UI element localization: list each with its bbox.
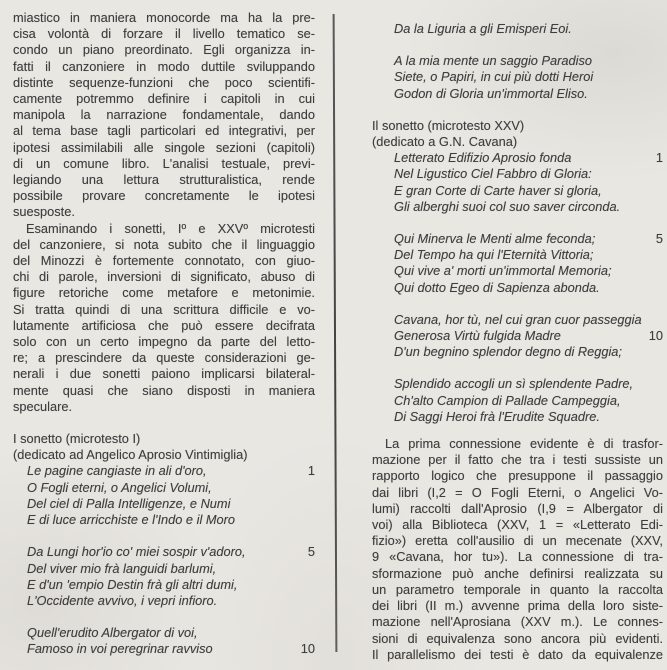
verse-text: Famoso in voi peregrinar ravviso <box>27 641 213 657</box>
verse-line <box>27 544 315 560</box>
verse-line <box>394 312 663 328</box>
paragraph-line: fatti il canzoniere in modo duttile sviluppando <box>13 58 315 74</box>
verse-line-number: 5 <box>655 231 663 247</box>
verse-text: Cavana, hor tù, nel cui gran cuor passeggia <box>394 311 642 327</box>
verse-line <box>394 263 663 279</box>
verse-line <box>27 463 315 479</box>
paragraph-line: mazione per il fatto che tra i testi sussiste un <box>372 452 663 468</box>
verse-text: L'Occidente avvivo, i vepri infioro. <box>27 592 218 608</box>
paragraph-line: La prima connessione evidente è di trasfor- <box>385 436 663 452</box>
verse-text: Ch'alto Campion di Pallade Campeggia, <box>394 392 621 408</box>
paragraph-line: sioni di equivalenza sono ancora più evidenti. <box>372 630 663 646</box>
paragraph-line: ipotesi assimilabili alle singole sezioni (capitoli) <box>13 139 315 155</box>
verse-text: E di luce arricchiste e l'Indo e il Moro <box>27 512 235 528</box>
verse-text: D'un begnino splendor degno di Reggia; <box>394 344 622 360</box>
verse-line <box>394 280 663 296</box>
paragraph-line: figure retoriche come metafore e metonimie. <box>13 285 315 301</box>
paragraph-line: solo con un certo impegno da parte del letto- <box>13 334 315 350</box>
paragraph-line: 9 «Cavana, hor tu»). La connessione di tra- <box>372 549 663 565</box>
sonnet-heading-line: (dedicato ad Angelico Aprosio Vintimiglia) <box>13 447 248 463</box>
paragraph-line: sformazione può anche definirsi realizzata su <box>372 565 663 581</box>
verse-line <box>394 247 663 263</box>
paragraph-line: legiando una lettura strutturalistica, rende <box>13 172 315 188</box>
verse-text: Da Lungi hor'io co' miei sospir v'adoro, <box>27 544 246 560</box>
verse-text: Godon di Gloria un'immortal Eliso. <box>394 85 588 101</box>
paragraph-line: voi) alla Biblioteca (XXV, 1 = «Letterato Edi- <box>372 517 663 533</box>
verse-line <box>394 393 663 409</box>
verse-text: Del Tempo ha qui l'Eternità Vittoria; <box>394 247 594 263</box>
verse-text: O Fogli eterni, o Angelici Volumi, <box>27 479 212 495</box>
verse-line <box>27 577 315 593</box>
paragraph-line: distinte sequenze-funzioni che poco scientifi- <box>13 74 315 90</box>
verse-text: Qui vive a' morti un'immortal Memoria; <box>394 263 612 279</box>
poem-stanza <box>13 544 315 609</box>
paragraph-line: lutamente artificiosa che può essere decifrata <box>13 317 315 333</box>
verse-text: Da la Liguria a gli Emisperi Eoi. <box>394 21 572 36</box>
verse-text: Quell'erudito Albergator di voi, <box>27 625 198 641</box>
verse-line <box>27 561 315 577</box>
verse-line <box>394 21 663 37</box>
poem-stanza <box>372 376 663 425</box>
paragraph-line: possibile provare concretamente le ipotesi <box>13 188 315 204</box>
verse-line <box>27 593 315 609</box>
poem-stanza <box>13 625 315 657</box>
verse-text: Del viver mio frà languidi barlumi, <box>27 560 217 576</box>
paragraph-line: mente quasi che siano disposti in maniera <box>13 382 315 398</box>
verse-text: Splendido accogli un sì splendente Padre, <box>394 376 634 392</box>
verse-line <box>27 641 315 657</box>
paragraph-line: di un comune libro. L'analisi testuale, previ- <box>13 155 315 171</box>
verse-text: Le pagine cangiaste in ali d'oro, <box>27 463 207 479</box>
verse-text: Generosa Virtù fulgida Madre <box>394 328 561 344</box>
paragraph-line: Il parallelismo dei testi è dato da equivalenze <box>372 646 663 662</box>
left-column <box>13 10 315 658</box>
paragraph-line: al tema base tagli particolari ed integrativi, per <box>13 123 315 139</box>
verse-text: Nel Ligustico Ciel Fabbro di Gloria: <box>394 166 592 182</box>
sonnet-heading-line: (dedicato a G.N. Cavana) <box>372 134 518 150</box>
paragraph-line: un parametro temporale in quanto la raccolta <box>372 581 663 597</box>
verse-line <box>394 183 663 199</box>
sonnet-heading <box>372 118 663 150</box>
paragraph-line: miastico in maniera monocorde ma ha la pre- <box>13 10 315 25</box>
verse-text: Del ciel di Palla Intelligenze, e Numi <box>27 495 231 511</box>
paragraph-line: cisa volontà di forzare il livello tematico se- <box>13 26 315 42</box>
verse-line <box>394 166 663 182</box>
sonnet-heading <box>13 431 315 463</box>
paragraph <box>372 436 663 663</box>
verse-line-number: 5 <box>307 544 315 560</box>
verse-line <box>27 512 315 528</box>
poem-stanza <box>372 312 663 361</box>
paragraph-line: camente potremmo definire i capitoli in cui <box>13 91 315 107</box>
paragraph-line: re; a prescindere da queste considerazioni ge- <box>13 350 315 366</box>
verse-line <box>394 376 663 392</box>
poem-stanza <box>372 53 663 102</box>
paragraph-line: speculare. <box>13 398 73 414</box>
verse-line <box>27 625 315 641</box>
sonnet-heading-line: Il sonetto (microtesto XXV) <box>372 117 525 133</box>
paragraph-line: dei libri (II m.) avvenne prima della loro siste- <box>372 598 663 614</box>
poem-stanza <box>372 150 663 215</box>
verse-text: Qui dotto Egeo di Sapienza abonda. <box>394 279 600 295</box>
verse-text: E d'un 'empio Destin frà gli altri dumi, <box>27 576 238 592</box>
paragraph-line: nerali i due sonetti paiono implicarsi bilateral- <box>13 366 315 382</box>
poem-stanza <box>372 21 663 37</box>
verse-text: E gran Corte di Carte haver si gloria, <box>394 182 602 198</box>
verse-line <box>394 344 663 360</box>
verse-line <box>394 328 663 344</box>
paragraph <box>13 10 315 221</box>
column-divider <box>333 14 337 652</box>
paragraph-line: fizio») eretta coll'ausilio di un mecenate (XXV, <box>372 533 663 549</box>
verse-text: Gli alberghi suoi col suo saver circonda. <box>394 198 621 214</box>
verse-line-number: 1 <box>655 150 663 166</box>
paragraph <box>13 221 315 415</box>
verse-text: Qui Minerva le Menti alme feconda; <box>394 231 596 247</box>
verse-text: Letterato Edifizio Aprosio fonda <box>394 150 572 166</box>
verse-text: Di Saggi Heroi frà l'Erudite Squadre. <box>394 408 600 424</box>
verse-text: A la mia mente un saggio Paradiso <box>394 53 592 69</box>
paragraph-line: del canzoniere, si nota subito che il linguaggio <box>13 236 315 252</box>
verse-line <box>394 150 663 166</box>
paragraph-line: suesposte. <box>13 204 75 220</box>
verse-line <box>394 86 663 102</box>
paragraph-line: Si tratta quindi di una scrittura difficile e vo- <box>13 301 315 317</box>
paragraph-line: rapporto logico che presuppone il passaggio <box>372 468 663 484</box>
paragraph-line: manipola la narrazione fondamentale, dando <box>13 107 315 123</box>
verse-line <box>394 199 663 215</box>
sonnet-heading-line: I sonetto (microtesto I) <box>13 431 141 447</box>
verse-line-number: 1 <box>307 463 315 479</box>
paragraph-line: dai libri (I,2 = O Fogli Eterni, o Angelici Vo- <box>372 484 663 500</box>
paragraph-line: Esaminando i sonetti, Iº e XXVº microtesti <box>26 220 315 236</box>
verse-line-number: 10 <box>300 641 315 657</box>
poem-stanza <box>13 463 315 528</box>
verse-line <box>394 53 663 69</box>
verse-line <box>394 409 663 425</box>
poem-stanza <box>372 231 663 296</box>
verse-line <box>394 231 663 247</box>
verse-line <box>27 496 315 512</box>
verse-line-number: 10 <box>648 328 663 344</box>
paragraph-line: lumi) raccolti dall'Aprosio (I,9 = Albergator di <box>372 500 663 516</box>
paragraph-line: mazione nell'Aprosiana (XXV m.). Le connes- <box>372 614 663 630</box>
verse-line <box>394 69 663 85</box>
paragraph-line: condo un piano preordinato. Egli organizza in- <box>13 42 315 58</box>
verse-text: Siete, o Papiri, in cui più dotti Heroi <box>394 69 594 85</box>
paragraph-line: chi di parole, inversioni di significato, abuso di <box>13 269 315 285</box>
right-column <box>372 21 663 663</box>
verse-line <box>27 480 315 496</box>
paragraph-line: del Minozzi è fortemente connotato, con giuo- <box>13 253 315 269</box>
